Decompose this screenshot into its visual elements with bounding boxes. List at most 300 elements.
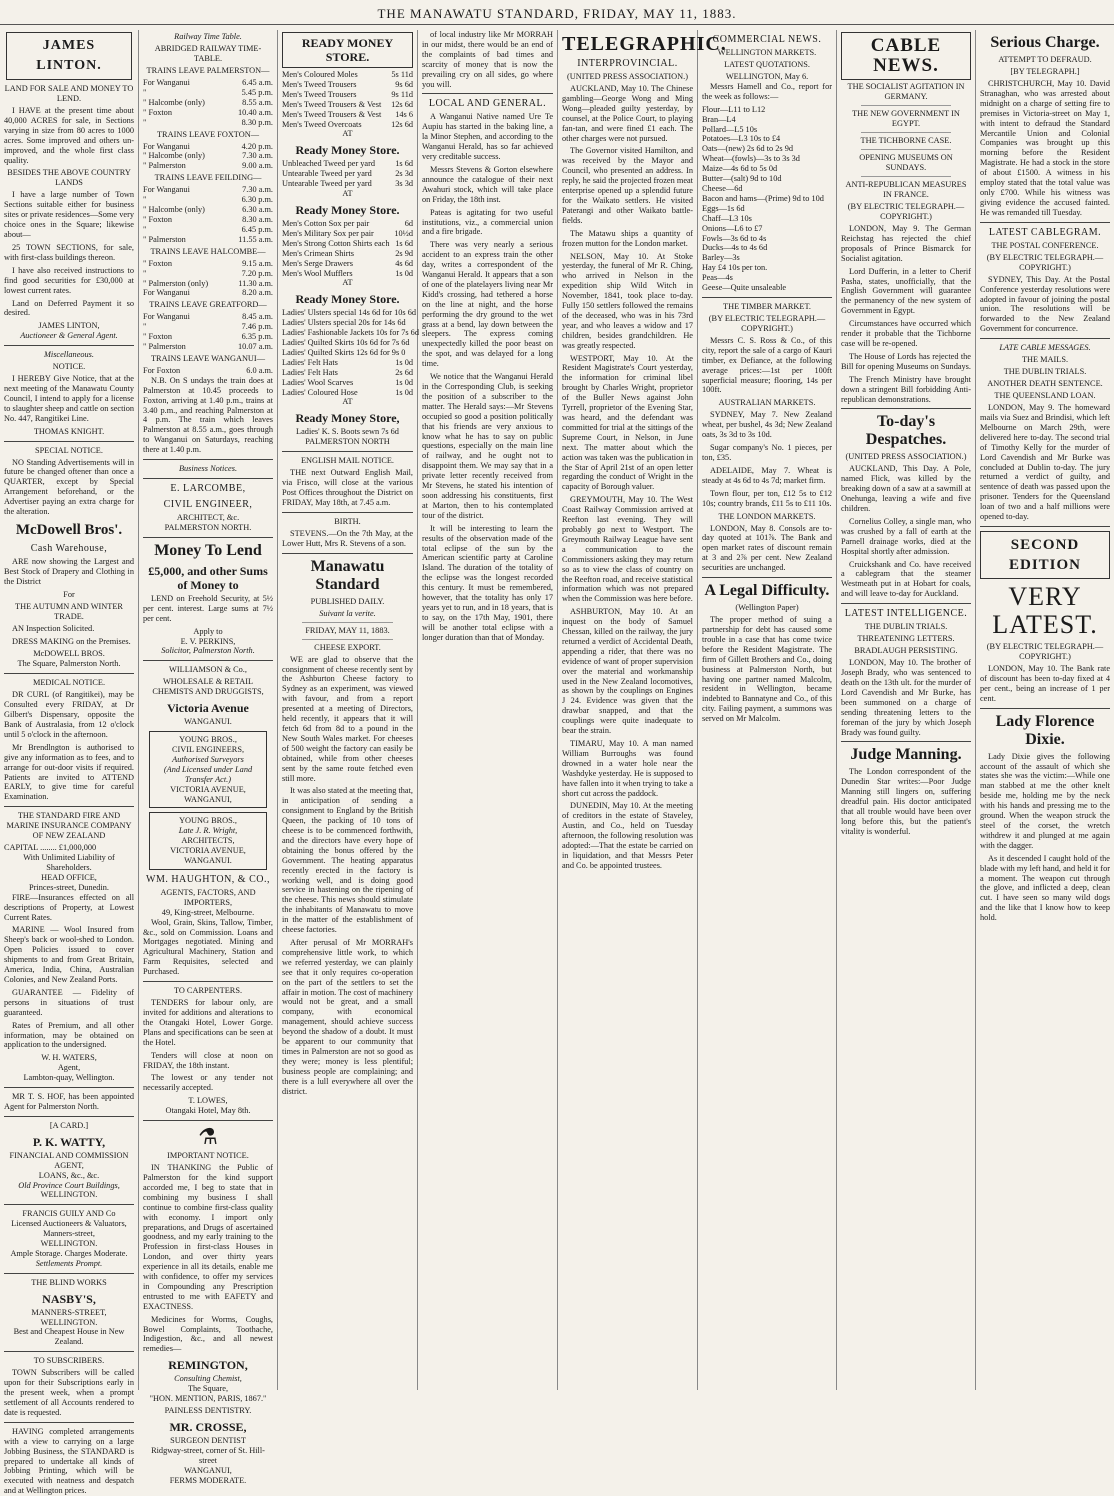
divider	[4, 673, 134, 674]
cable-press: (BY ELECTRIC TELEGRAPH.—COPYRIGHT.)	[847, 202, 965, 221]
ready-money-store-4: Ready Money Store,	[295, 411, 400, 426]
price-quotations	[702, 105, 832, 293]
latest-cablegram-heading: LATEST CABLEGRAM.	[988, 226, 1102, 238]
mcdowell-body: ARE now showing the Largest and Best Stock of Drapery and Clothing in the District	[4, 557, 134, 586]
hof-notice: MR T. S. HOF, has been appointed Agent for Palmerston North.	[4, 1092, 134, 1111]
local-heading: LOCAL AND GENERAL.	[428, 98, 547, 110]
mcdowell-for: For	[63, 589, 75, 599]
linton-banner	[6, 32, 132, 80]
mail-heading: ENGLISH MAIL NOTICE.	[300, 456, 395, 466]
at-label: AT	[342, 397, 353, 407]
special-notice-heading: SPECIAL NOTICE.	[35, 445, 103, 455]
very-latest-heading: VERY LATEST.	[992, 582, 1098, 639]
young-bros-2-sub: Late J. R. Wright,	[178, 826, 238, 836]
local-paragraph: It will be interesting to learn the results of the observation made of the total eclipse of the sun by the American scientific party at Caroline Island. The duration of the totality of the eclipse was the longest recorded this century. It must be remembered, however, that the totality has only 17 years yet to run, and in 18 years, that is to say, on the 17th May, 1901, there will be another total eclipse with a longer duration than that of Monday.	[422, 523, 553, 642]
australian-markets-heading: AUSTRALIAN MARKETS.	[718, 398, 816, 408]
rail-row: " 6.45 p.m.	[143, 224, 273, 234]
price-list-4	[282, 308, 419, 397]
notice-signature: THOMAS KNIGHT.	[33, 426, 105, 436]
price-row: Men's Cotton Sox per pair 6d	[282, 218, 413, 228]
quote-row: Pollard—L5 10s	[702, 124, 758, 134]
quote-row: Fowls—3s 6d to 4s	[702, 233, 767, 243]
local-paragraph: We notice that the Wanganui Herald in the Corresponding Club, is seeking the position of a subscriber to the matter. The Herald says:—Mr Stevens occupied so good a position politically that his friends are very anxious to know what he has to say on public questions, especially on the main line of railway, and he ought not to disappoint them. We may say that in a private letter recently received from Mr Stevens, he stated his intention of soon addressing his constituents, first at Marton, then to his contemplated tour of the district.	[422, 372, 553, 520]
medical-heading: MEDICAL NOTICE.	[32, 678, 106, 688]
divider	[4, 1273, 134, 1274]
divider	[980, 708, 1110, 709]
paper-title: Manawatu Standard	[310, 557, 385, 593]
subscribers-body: TOWN Subscribers will be called upon for their Subscriptions early in the present week, when a prompt settlement of all Accounts rendered to date is requested.	[4, 1368, 134, 1417]
dixie-paragraph: As it descended I caught hold of the blade with my left hand, and held it for a moment. The weapon cut through the glove, and inflicted a deep, clean cut. I have seen so many wild dogs and the like that I know how to keep hold.	[980, 853, 1110, 923]
late-cable-sub: THE MAILS.	[1021, 355, 1069, 365]
column-2	[139, 30, 278, 1485]
timber-body: Messrs C. S. Ross & Co., of this city, report the sale of a cargo of Kauri timber, ex Defiance, at the following average prices:—1st per 100ft superficial measure; flooring, 14s per 100ft.	[702, 335, 832, 395]
divider	[980, 338, 1110, 339]
manning-body: The London correspondent of the Dunedin Star writes:—Poor Judge Manning still lingers on, suffering dreadful pain. His doctor anticipated that all trouble would have been over long before this, but the patient's vitality is wonderful.	[841, 767, 971, 836]
australian-paragraph: Sugar company's No. 1 pieces, per ton, £35.	[702, 443, 832, 462]
press-association: (UNITED PRESS ASSOCIATION.)	[566, 72, 688, 81]
australian-paragraph: Town flour, per ton, £12 5s to £12 10s; country brands, £11 5s to £11 10s.	[702, 488, 832, 508]
price-row: Men's Tweed Overcoats 12s 6d	[282, 119, 413, 129]
ready-money-banner	[282, 32, 413, 68]
column-6	[698, 30, 837, 1390]
second-edition-banner	[980, 531, 1110, 579]
jobbing-notice: HAVING completed arrangements with a view to carrying on a large Jobbing Business, the STANDARD is prepared to undertake all kinds of Jobbing Printing, which will be executed with neatness and despatch and at Wellington prices.	[4, 1426, 134, 1496]
despatch-paragraph: Cruickshank and Co. have received a cablegram that the steamer Westmeath put in at Hobart for coals, and will leave to-day for Auckland.	[841, 559, 971, 599]
price-row: Ladies' Coloured Hose 1s 0d	[282, 387, 413, 397]
rail-leave-foxton: TRAINS LEAVE FOXTON—	[156, 129, 260, 139]
rail-row: " Foxton 8.30 a.m.	[143, 214, 273, 224]
price-row: Men's Crimean Shirts 2s 9d	[282, 248, 413, 258]
rail-row: " Foxton 9.15 a.m.	[143, 258, 273, 268]
divider	[841, 408, 971, 409]
price-list-2	[282, 159, 413, 189]
carpenters-body-2: Tenders will close at noon on FRIDAY, the 18th instant.	[143, 1050, 273, 1070]
australian-paragraph: ADELAIDE, May 7. Wheat is steady at 4s 6d to 4s 7d; market firm.	[702, 465, 832, 485]
london-markets-heading: THE LONDON MARKETS.	[718, 511, 816, 521]
crosse-name: MR. CROSSE,	[169, 1420, 247, 1434]
young-bros-address: VICTORIA AVENUE,	[170, 784, 246, 794]
price-row: Men's Tweed Trousers & Vest 12s 6d	[282, 99, 413, 109]
important-body: IN THANKING the Public of Palmerston for the kind support accorded me, I beg to state that in combining my business I shall continue to combine first-class quality with economy. I import only preparations, and Drugs of ascertained goodness, and my early training to the Profession in first-class Houses in London, and over thirty years experience in all its details, enable me with confidence, to offer my services in Compounding any Prescription entrusted to me with EAFETY and EXACTNESS.	[143, 1163, 273, 1311]
divider	[4, 1351, 134, 1352]
despatches-heading: To-day's Despatches.	[865, 413, 947, 449]
quote-row: Cheese—6d	[702, 183, 743, 193]
williamson-city: WANGANUI.	[184, 717, 232, 727]
larcombe-architect: ARCHITECT, &c.	[176, 513, 240, 523]
rail-leave-greatford: TRAINS LEAVE GREATFORD—	[149, 300, 267, 310]
divider	[143, 537, 273, 538]
cheese-heading: CHEESE EXPORT.	[314, 642, 381, 652]
mcdowell-season: THE AUTUMN AND WINTER TRADE.	[15, 601, 123, 621]
money-apply: Apply to	[193, 626, 223, 636]
telegraph-paragraph: NELSON, May 10. At Stoke yesterday, the funeral of Mr R. Ching, who arrived in Nelson in the expedition ship Wild Witch in November, 1841, took place to-day. Fully 150 settlers followed the remains of the deceased, who was in his 73rd year, and who leaves a widow and 17 children, besides grandchildren. He was greatly respected.	[562, 251, 693, 350]
town-heading: BESIDES THE ABOVE COUNTRY LANDS	[7, 168, 131, 188]
late-cable-sub: ANOTHER DEATH SENTENCE.	[987, 379, 1103, 389]
at-label: AT	[342, 189, 353, 199]
divider	[282, 451, 413, 452]
london-body: LONDON, May 8. Consols are to-day quoted at 101⅞. The Bank and open market rates of discount remain at 3 and 2⅞ per cent. New Zealand securities are unchanged.	[702, 523, 832, 573]
local-paragraph: There was very nearly a serious accident to an express train the other day, writes a correspondent of the Wanganui Herald. It appears that a son of one of the platelayers living near Mr Kidd's crossing, had tethered a horse on the line at night, and the horse performing the dry ground to the wet grass at a bend, lay down between the sleepers. The express coming unexpectedly killed the poor beast on the spot, and was delayed for a long time.	[422, 240, 553, 369]
cable-banner	[841, 32, 971, 80]
rail-leave-palmerston: TRAINS LEAVE PALMERSTON—	[146, 66, 270, 75]
settlements-prompt: Settlements Prompt.	[35, 1258, 103, 1268]
crosse-city: WANGANUI,	[184, 1465, 232, 1475]
quote-row: Hay £4 10s per ton.	[702, 263, 768, 273]
divider	[861, 176, 951, 177]
money-heading: Money To Lend	[154, 541, 262, 559]
quote-row: Bacon and hams—(Prime) 9d to 10d	[702, 193, 824, 203]
remington-name: REMINGTON,	[168, 1358, 248, 1373]
insurance-capital: CAPITAL ........ £1,000,000	[4, 843, 97, 853]
despatch-paragraph: Cornelius Colley, a single man, who was crushed by a fall of earth at the Parnell drainage works, died at the Hospital shortly after admission.	[841, 516, 971, 556]
price-row: Unbleached Tweed per yard 1s 6d	[282, 159, 413, 169]
despatches-press: (UNITED PRESS ASSOCIATION.)	[845, 452, 967, 462]
divider	[4, 1422, 134, 1423]
crosse-address: Ridgway-street, corner of St. Hill-street	[151, 1445, 265, 1465]
business-heading: Business Notices.	[178, 464, 238, 474]
price-row: Ladies' Fashionable Jackets 10s for 7s 6d	[282, 328, 419, 338]
mortar-pestle-icon: ⚗	[198, 1124, 218, 1150]
divider	[143, 459, 273, 460]
young-bros-2-name: YOUNG BROS.,	[179, 816, 237, 826]
rail-table-4	[143, 259, 273, 299]
williamson-street: Victoria Avenue	[167, 701, 249, 716]
mcdowell-inspection: AN Inspection Solicited.	[12, 623, 95, 633]
ready-money-store-1: Ready Money Store.	[295, 143, 400, 158]
money-body: LEND on Freehold Security, at 5½ per cent. interest. Large sums at 7½ per cent.	[143, 593, 273, 623]
notice-body: I HEREBY Give Notice, that at the next meeting of the Manawatu County Council, I intend to apply for a license to slaughter sheep and cattle on section No. 447, Rangitikei Line.	[4, 374, 134, 423]
birth-heading: BIRTH.	[334, 516, 361, 526]
young-bros-2-sub-2: ARCHITECTS,	[181, 836, 235, 846]
markets-heading: WELLINGTON MARKETS.	[717, 48, 817, 57]
price-row: Men's Tweed Trousers 9s 11d	[282, 89, 413, 99]
francis-tail: Ample Storage. Charges Moderate.	[10, 1248, 128, 1258]
rail-row: " Halcombe (only) 6.30 a.m.	[143, 205, 273, 215]
crosse-sub: SURGEON DENTIST	[170, 1436, 246, 1445]
divider	[861, 149, 951, 150]
perkins-name: E. V. PERKINS,	[180, 636, 236, 646]
late-cable-sub: THE DUBLIN TRIALS.	[1003, 367, 1087, 377]
rail-row: For Wanganui 8.20 a.m.	[143, 288, 273, 298]
birth-body: STEVENS.—On the 7th May, at the Lower Hutt, Mrs R. Stevens of a son.	[282, 528, 413, 548]
price-row: Ladies' Quilted Skirts 12s 6d for 9s 0	[282, 347, 406, 357]
rail-row: For Wanganui 6.45 a.m.	[143, 78, 273, 87]
cable-subheading: OPENING MUSEUMS ON SUNDAYS.	[859, 153, 953, 172]
young-bros-sub-3: (And Licensed under Land Transfer Act.)	[163, 764, 253, 784]
telegraph-paragraph: The Matawu ships a quantity of frozen mutton for the London market.	[562, 228, 693, 248]
price-list-1	[282, 70, 413, 129]
intelligence-sub: BRADLAUGH PERSISTING.	[854, 646, 958, 656]
mcdowell-title: McDowell Bros'.	[15, 522, 123, 538]
markets-date: WELLINGTON, May 6.	[725, 72, 809, 81]
quote-row: Eggs—1s 6d	[702, 203, 745, 213]
divider	[4, 806, 134, 807]
rail-table-3	[143, 185, 273, 244]
town-sections-25: 25 TOWN SECTIONS, for sale, with first-class buildings thereon.	[4, 242, 134, 262]
dixie-paragraph: Lady Dixie gives the following account of the assault of which she states she was the victim:—While one man stabbed at me the other knelt beside me, holding me by the neck with his hands and pressing me to the ground. When the weapon struck the steel of the corset, the wretch withdrew it and plunged at me again with the dagger.	[980, 751, 1110, 850]
waters-address: Lambton-quay, Wellington.	[23, 1073, 115, 1083]
rail-row: For Foxton 6.0 a.m.	[143, 365, 273, 375]
remington-medal: "HON. MENTION, PARIS, 1867."	[149, 1394, 267, 1404]
rail-table-5	[143, 312, 273, 352]
divider	[302, 622, 393, 623]
notice-heading: NOTICE.	[52, 362, 86, 372]
local-paragraph: Pateas is agitating for two useful institutions, viz., a commercial union and a fire brigade.	[422, 207, 553, 237]
column-3	[278, 30, 418, 1390]
insurance-guarantee: GUARANTEE — Fidelity of persons in situations of trust guaranteed.	[4, 987, 134, 1017]
legal-difficulty-heading: A Legal Difficulty.	[704, 582, 830, 600]
postal-press: (BY ELECTRIC TELEGRAPH.—COPYRIGHT.)	[986, 252, 1104, 272]
price-row: Men's Tweed Trousers 9s 6d	[282, 79, 413, 89]
telegraph-paragraph: WESTPORT, May 10. At the Resident Magistrate's Court yesterday, the information for criminal libel brought by Charles Wright, proprietor of the Buller News against John Tyrrell, proprietor of the Evening Star, was heard, and the defendant was committed for trial at the sittings of the Supreme Court, in Nelson, in June next. The matter about which the action was taken was the publication in the Star of April 21st of an open letter regarding the conduct of Wright in the capacity of Borough valuer.	[562, 353, 693, 492]
insurance-heading: THE STANDARD FIRE AND MARINE INSURANCE COMPANY OF NEW ZEALAND	[6, 811, 132, 841]
very-latest-body: LONDON, May 10. The Bank rate of discount has been to-day fixed at 4 per cent., being an increase of 1 per cent.	[980, 664, 1110, 703]
divider	[702, 577, 832, 578]
divider	[143, 1120, 273, 1121]
railway-heading: Railway Time Table.	[174, 32, 242, 41]
price-row: Men's Serge Drawers 4s 6d	[282, 258, 413, 268]
mcdowell-subtitle: Cash Warehouse,	[30, 543, 108, 554]
column-1	[0, 30, 139, 1496]
rail-note: N.B. On S undays the train does at Palmerston at 10.45 proceeds to Foxton, arriving at 1.40 p.m., trains at 3.40 p.m., and reaching Palmerston at 4 p.m. The train which leaves Palmerston at 8.55 a.m., goes through to Wanganui on Saturdays, reaching there at 1.40 p.m.	[143, 375, 273, 455]
larcombe-town: PALMERSTON NORTH.	[164, 523, 252, 532]
local-paragraph: A Wanganui Native named Ure Te Aupiu has started in the baking line, a la Minor Stephen, and according to the Wanganui Herald, has so far achieved very creditable success.	[422, 112, 553, 162]
australian-paragraph: SYDNEY, May 7. New Zealand wheat, per bushel, 4s 3d; New Zealand oats, 3s 3d to 3s 10d.	[702, 410, 832, 440]
cable-paragraph: The French Ministry have brought down a stringent Bill forbidding Anti-republican demonstrations.	[841, 374, 971, 404]
cable-paragraph: LONDON, May 9. The German Reichstag has rejected the chief proposals of Prince Bismarck for Socialist agitation.	[841, 224, 971, 263]
insurance-marine: MARINE — Wool Insured from Sheep's back or wool-shed to London. Open Policies issued to cover shipments to and from Great Britain, America, India, China, Australian Colonies, and New Zealand Ports.	[4, 925, 134, 984]
rail-row: For Wanganui 4.20 p.m.	[143, 141, 273, 151]
telegraph-paragraph: GREYMOUTH, May 10. The West Coast Railway Commission arrived at Reefton last evening. They will probably go next to Westport. The Greymouth Railway League have sent a communication to the Commissioners asking they may return so as to view the class of country on the Reefton road, and receive statistical information which was not prepared when the Commission was here before.	[562, 495, 693, 604]
important-body-2: Medicines for Worms, Coughs, Bowel Complaints, Toothache, Indigestion, &c., and all newest remedies—	[143, 1314, 273, 1354]
price-row: Men's Strong Cotton Shirts each 1s 6d	[282, 238, 413, 248]
serious-charge-sub: ATTEMPT TO DEFRAUD.	[998, 55, 1092, 64]
rail-row: " Halcombe (only) 8.55 a.m.	[143, 97, 273, 107]
rail-row: " 7.20 p.m.	[143, 268, 273, 278]
price-row: Men's Tweed Trousers & Vest 14s 6	[282, 109, 413, 119]
intelligence-sub: THE DUBLIN TRIALS.	[864, 622, 948, 632]
subscribers-heading: TO SUBSCRIBERS.	[33, 1356, 105, 1366]
cable-subheading: THE TICHBORNE CASE.	[860, 136, 952, 145]
manning-heading: Judge Manning.	[850, 746, 962, 764]
telegraph-paragraph: TIMARU, May 10. A man named William Burroughs was found drowned in a water hole near the Washdyke yesterday. He is supposed to have fallen into it when trying to take a short cut across the paddock.	[562, 739, 693, 798]
timber-heading: THE TIMBER MARKET.	[723, 301, 811, 311]
young-bros-name: YOUNG BROS.,	[179, 735, 237, 745]
larcombe-name: E. LARCOMBE,	[170, 483, 246, 495]
divider	[282, 553, 413, 554]
haughton-name: WM. HAUGHTON, & CO.,	[146, 873, 270, 885]
rail-row: " Foxton 10.40 a.m.	[143, 107, 273, 117]
nasby-address: MANNERS-STREET, WELLINGTON.	[31, 1307, 107, 1327]
quote-row: Barley—3s	[702, 253, 740, 263]
intelligence-sub: THREATENING LETTERS.	[857, 634, 955, 644]
quote-row: Potatoes—L3 10s to £4	[702, 134, 781, 144]
town-body: I have a large number of Town Sections suitable either for business sites or private residences—Some very choice ones in the Square; likewise about—	[4, 190, 134, 240]
rail-row: For Wanganui 7.30 a.m.	[143, 185, 273, 195]
insurance-office: HEAD OFFICE,	[41, 872, 97, 882]
card-label: [A CARD.]	[49, 1120, 89, 1130]
divider	[841, 603, 971, 604]
price-row: Ladies' Felt Hats 2s 6d	[282, 367, 413, 377]
rail-table-1	[143, 78, 273, 128]
linton-role: Auctioneer & General Agent.	[20, 331, 118, 341]
young-bros-2-address: VICTORIA AVENUE, WANGANUI.	[170, 846, 246, 866]
blind-works: THE BLIND WORKS	[31, 1277, 107, 1287]
linton-title: JAMES LINTON.	[36, 38, 102, 73]
medical-body: DR CURL (of Rangitikei), may be Consulted every FRIDAY, at Dr Gilbert's Dispensary, opposite the Bank of Australasia, from 12 o'clock until 5 o'clock in the afternoon.	[4, 690, 134, 739]
rail-leave-feilding: TRAINS LEAVE FEILDING—	[154, 173, 262, 183]
cheese-paragraph: WE are glad to observe that the consignment of cheese recently sent by the Ashburton Cheese factory to Sydney as an experiment, was viewed with favour, and from a report presented at a meeting of Directors, held recently, it appears that it will fetch 6d from 8d to a pound in the New South Wales market. For cheeses of 500 weight the factory can easily be obtained, while from other cheeses sent by the same route fetched even still more.	[282, 654, 413, 783]
dentistry-heading: PAINLESS DENTISTRY.	[164, 1406, 252, 1415]
divider	[702, 297, 832, 298]
waters-signature: W. H. WATERS,	[41, 1053, 97, 1063]
paper-date: FRIDAY, MAY 11, 1883.	[305, 625, 390, 635]
ready-money-town: PALMERSTON NORTH	[305, 437, 390, 447]
linton-signature: JAMES LINTON,	[38, 321, 100, 331]
quote-row: Wheat—(fowls)—3s to 3s 3d	[702, 154, 800, 164]
quote-row: Chaff—L3 10s	[702, 213, 752, 223]
watty-sub: FINANCIAL AND COMMISSION AGENT,	[9, 1150, 129, 1170]
mail-body: THE next Outward English Mail, via Frisco, will close at the various Post Offices throughout the District on FRIDAY, May 18th, at 7.45 a.m.	[282, 468, 413, 507]
haughton-body: Wool, Grain, Skins, Tallow, Timber, &c., sold on Commission. Loans and Mortgages negotiated. Mining and Agricultural Machinery, Station and Farm Requisites, selected and Purchased.	[143, 917, 273, 977]
money-amount: £5,000, and other Sums of Money to	[148, 563, 268, 592]
serious-charge-heading: Serious Charge.	[990, 34, 1100, 51]
markets-intro: Messrs Hamell and Co., report for the week as follows:—	[702, 81, 832, 101]
remington-address: The Square,	[187, 1384, 229, 1394]
insurance-office-address: Princes-street, Dunedin.	[29, 882, 109, 892]
postal-heading: THE POSTAL CONFERENCE.	[991, 240, 1099, 250]
quote-row: Butter—(salt) 9d to 10d	[702, 174, 782, 184]
young-bros-ad-2	[149, 812, 267, 870]
telegraph-paragraph: DUNEDIN, May 10. At the meeting of creditors in the estate of Staveley, Austin, and Co., held on Tuesday afternoon, the following resolution was adopted:—That the estate be carried on in liquidation, and that Messrs Peter and Co. be appointed trustees.	[562, 801, 693, 870]
watty-address: Old Province Court Buildings,	[18, 1180, 120, 1190]
masthead-rule	[0, 24, 1114, 25]
quote-row: Geese—Quite unsaleable	[702, 283, 787, 293]
williamson-name: WILLIAMSON & Co.,	[169, 665, 247, 675]
telegraph-paragraph: AUCKLAND, May 10. The Chinese gambling—George Wong and Ming Wong—pleaded guilty yesterday, by counsel, at the Police Court, to playing fan-tan, and were fined £1 each. The other charges were not pursued.	[562, 84, 693, 143]
rail-row: " 8.30 p.m.	[143, 117, 273, 127]
rail-table-2	[143, 142, 273, 172]
local-paragraph: Messrs Stevens & Gorton elsewhere announce the catalogue of their next Awahuri stock, which will take place on Friday, the 18th inst.	[422, 164, 553, 204]
young-bros-city: WANGANUI,	[184, 794, 232, 804]
price-row: Untearable Tweed per yard 3s 3d	[282, 179, 413, 189]
divider	[282, 512, 413, 513]
divider	[422, 93, 553, 94]
commercial-heading: COMMERCIAL NEWS.	[712, 34, 822, 45]
late-cable-heading: LATE CABLE MESSAGES.	[999, 343, 1091, 353]
price-row: Men's Wool Mufflers 1s 0d	[282, 268, 413, 278]
remington-sub: Consulting Chemist,	[174, 1374, 242, 1384]
cable-paragraph: Circumstances have occurred which render it probable that the Tichborne case will be re-opened.	[841, 319, 971, 348]
divider	[4, 441, 134, 442]
rail-row: " 5.45 p.m.	[143, 87, 273, 97]
despatch-paragraph: AUCKLAND, This Day. A Pole, named Flick, was killed by the breaking down of a saw at a sawmill at Onehunga, leaving a wife and five children.	[841, 464, 971, 514]
telegraph-paragraph: ASHBURTON, May 10. At an inquest on the body of Samuel Chessan, killed on the railway, the jury returned a verdict of Accidental Death, appending a rider, that there was no evidence of want of proper supervision over the material and workmanship used in the New Zealand locomotives, as shown by the couplings on Engines J 24. Evidence was given that the drawbar snapped, and that the couplings were quite inadequate to bear the strain.	[562, 607, 693, 736]
cable-paragraph: The House of Lords has rejected the Bill for opening Museums on Sundays.	[841, 351, 971, 371]
intelligence-heading: LATEST INTELLIGENCE.	[844, 608, 968, 620]
price-row: Untearable Tweed per yard 2s 3d	[282, 169, 413, 179]
francis-body: Licensed Auctioneers & Valuators, Manners-street,	[11, 1219, 127, 1239]
price-row: Ladies' Wool Scarves 1s 0d	[282, 377, 413, 387]
crosse-fees: FERMS MODERATE.	[169, 1475, 247, 1485]
dixie-heading: Lady Florence Dixie.	[995, 712, 1095, 748]
insurance-fire: FIRE—Insurances effected on all descriptions of Property, at Lowest Current Rates.	[4, 892, 134, 922]
ready-money-store-3: Ready Money Store.	[295, 292, 400, 307]
quote-row: Flour—L11 to L12	[702, 104, 766, 114]
quote-row: Maize—4s 6d to 5s 0d	[702, 164, 778, 174]
divider	[980, 526, 1110, 527]
price-row: Ladies' Ulsters special 14s 6d for 10s 6d	[282, 308, 416, 318]
rail-row: " Palmerston 11.55 a.m.	[143, 234, 273, 244]
postal-body: SYDNEY, This Day. At the Postal Conference yesterday resolutions were adopted in favour of joining the postal union. The resolutions will be forwarded to the New Zealand Government for concurrence.	[980, 274, 1110, 334]
masthead: THE MANAWATU STANDARD, FRIDAY, MAY 11, 1883.	[377, 6, 737, 21]
francis-name: FRANCIS GUILY AND Co	[22, 1209, 116, 1219]
divider	[4, 1116, 134, 1117]
quote-row: Bran—L4	[702, 114, 736, 124]
very-latest-press: (BY ELECTRIC TELEGRAPH.—COPYRIGHT.)	[986, 642, 1104, 661]
mcdowell-dress: DRESS MAKING on the Premises.	[12, 636, 131, 646]
quote-row: Peas—4s	[702, 273, 733, 283]
late-cable-body: LONDON, May 9. The homeward mails via Suez and Brindisi, which left Melbourne on March 29th, were delivered here to-day. The second trial of Timothy Kelly for the murder of Lord Cavendish and Mr Burke was concluded at Dublin to-day. The jury returned a verdict of guilty, and sentence of death was passed upon the prisoner. Tenders for the Queensland loan of two and a half millions were opened to-day.	[980, 403, 1110, 522]
telegraphic-heading: TELEGRAPHIC.	[562, 33, 727, 55]
perkins-title: Solicitor, Palmerston North.	[161, 646, 255, 656]
rail-row: " 6.30 p.m.	[143, 195, 273, 205]
cheese-paragraph: After perusal of Mr MORRAH's comprehensive little work, to which we referred yesterday, we can plainly see that it only requires co-operation on the part of the settlers to set the affair in motion. The cost of machinery would not be great, and a small company, with economical management, should achieve success beyond the shadow of a doubt. It must be apparent to our community that times in Palmerston are not so good as they were; money is less plentiful; business people are complaining; and there is a lull everywhere all over the district.	[282, 938, 413, 1096]
misc-heading: Miscellaneous.	[43, 350, 94, 360]
serious-charge-press: [BY TELEGRAPH.]	[1010, 67, 1080, 76]
francis-city: WELLINGTON.	[40, 1239, 98, 1249]
land-heading: LAND FOR SALE AND MONEY TO LEND.	[4, 84, 134, 103]
divider	[980, 222, 1110, 223]
column-7	[837, 30, 976, 1390]
carpenters-body: TENDERS for labour only, are invited for additions and alterations to the Otangaki Hotel, Lower Gorge. Plans and specifications can be seen at the Hotel.	[143, 998, 273, 1047]
column-4	[418, 30, 558, 1390]
price-row: Ladies' Felt Hats 1s 0d	[282, 357, 413, 367]
price-row: Ladies' Ulsters special 20s for 14s 6d	[282, 318, 406, 328]
medical-body-2: Mr Brendlngton is authorised to give any information as to fees, and to arrange for out-door visits if required. Patients are invited to ATTEND EARLY, to give time for careful Examination.	[4, 742, 134, 802]
cheese-paragraph: It was also stated at the meeting that, in anticipation of sending a consignment to England by the British Queen, the packing of 10 tons of cheese is to be commenced forthwith, and the directors have every hope of obtaining the bonus offered by the Government. The heating apparatus recently erected in the factory is working well, and is doing good service in hastening on the ripening of the cheese. This news should stimulate the inhabitants of Manawatu to move in the matter of the establishment of cheese factories.	[282, 786, 413, 935]
article-continuation: of local industry like Mr MORRAH in our midst, there would be an end of the complaints of bad times and scarcity of money that is now the prevailing cry on all sides, go where you will.	[422, 30, 553, 89]
quote-row: Ducks—4s to 4s 6d	[702, 243, 768, 253]
rail-row: " Foxton 6.35 p.m.	[143, 332, 273, 342]
young-bros-sub-2: Authorised Surveyors	[172, 754, 244, 764]
divider	[841, 741, 971, 742]
carpenters-body-3: The lowest or any tender not necessarily accepted.	[143, 1073, 273, 1093]
rail-row: " Palmerston 9.00 a.m.	[143, 161, 273, 171]
quotations-heading: LATEST QUOTATIONS.	[724, 60, 810, 69]
important-heading: IMPORTANT NOTICE.	[167, 1151, 249, 1161]
quote-row: Oats—(new) 2s 6d to 2s 9d	[702, 144, 794, 154]
haughton-sub: AGENTS, FACTORS, AND IMPORTERS,	[160, 887, 256, 907]
ready-money-boots: Ladies' K. S. Boots sewn 7s 6d	[296, 427, 399, 437]
nasby-name: NASBY'S,	[42, 1291, 96, 1306]
cable-subheading: ANTI-REPUBLICAN MEASURES IN FRANCE.	[845, 180, 967, 199]
carpenters-signature: T. LOWES,	[188, 1096, 228, 1106]
column-8	[976, 30, 1114, 1390]
legal-source: (Wellington Paper)	[735, 603, 799, 613]
land-body: I HAVE at the present time about 40,000 ACRES for sale, in Sections varying in size from 80 acres to 1000 acres. Some improved and others un-improved, and the whole first class quality.	[4, 106, 134, 165]
at-label: AT	[342, 278, 353, 288]
nasby-tail: Best and Cheapest House in New Zealand.	[13, 1327, 125, 1347]
rail-row: " Palmerston 10.07 a.m.	[143, 342, 273, 352]
ready-money-store-2: Ready Money Store.	[295, 202, 400, 217]
serious-charge-body: CHRISTCHURCH, May 10. David Stranaghan, who was arrested about midnight on a charge of setting fire to premises in Victoria-street on May 1, with intent to defraud the Standard Mercantile Union and Colonial Companies was brought up this morning before the Resident Magistrate. He had a stock in the store of about £1500. A witness in his employ stated that the total value was only £700. While his witness was giving evidence the accused fainted. He was remanded till Tuesday.	[980, 79, 1110, 217]
railway-subheading: ABRIDGED RAILWAY TIME-TABLE.	[154, 44, 262, 63]
cable-paragraph: Lord Dufferin, in a letter to Cherif Pasha, states, unofficially, that the English Government will guarantee the permanency of the new system of Government in Egypt.	[841, 266, 971, 316]
price-row: Men's Coloured Moles 5s 11d	[282, 70, 413, 79]
divider	[143, 660, 273, 661]
second-edition-heading: SECOND EDITION	[1008, 537, 1082, 573]
